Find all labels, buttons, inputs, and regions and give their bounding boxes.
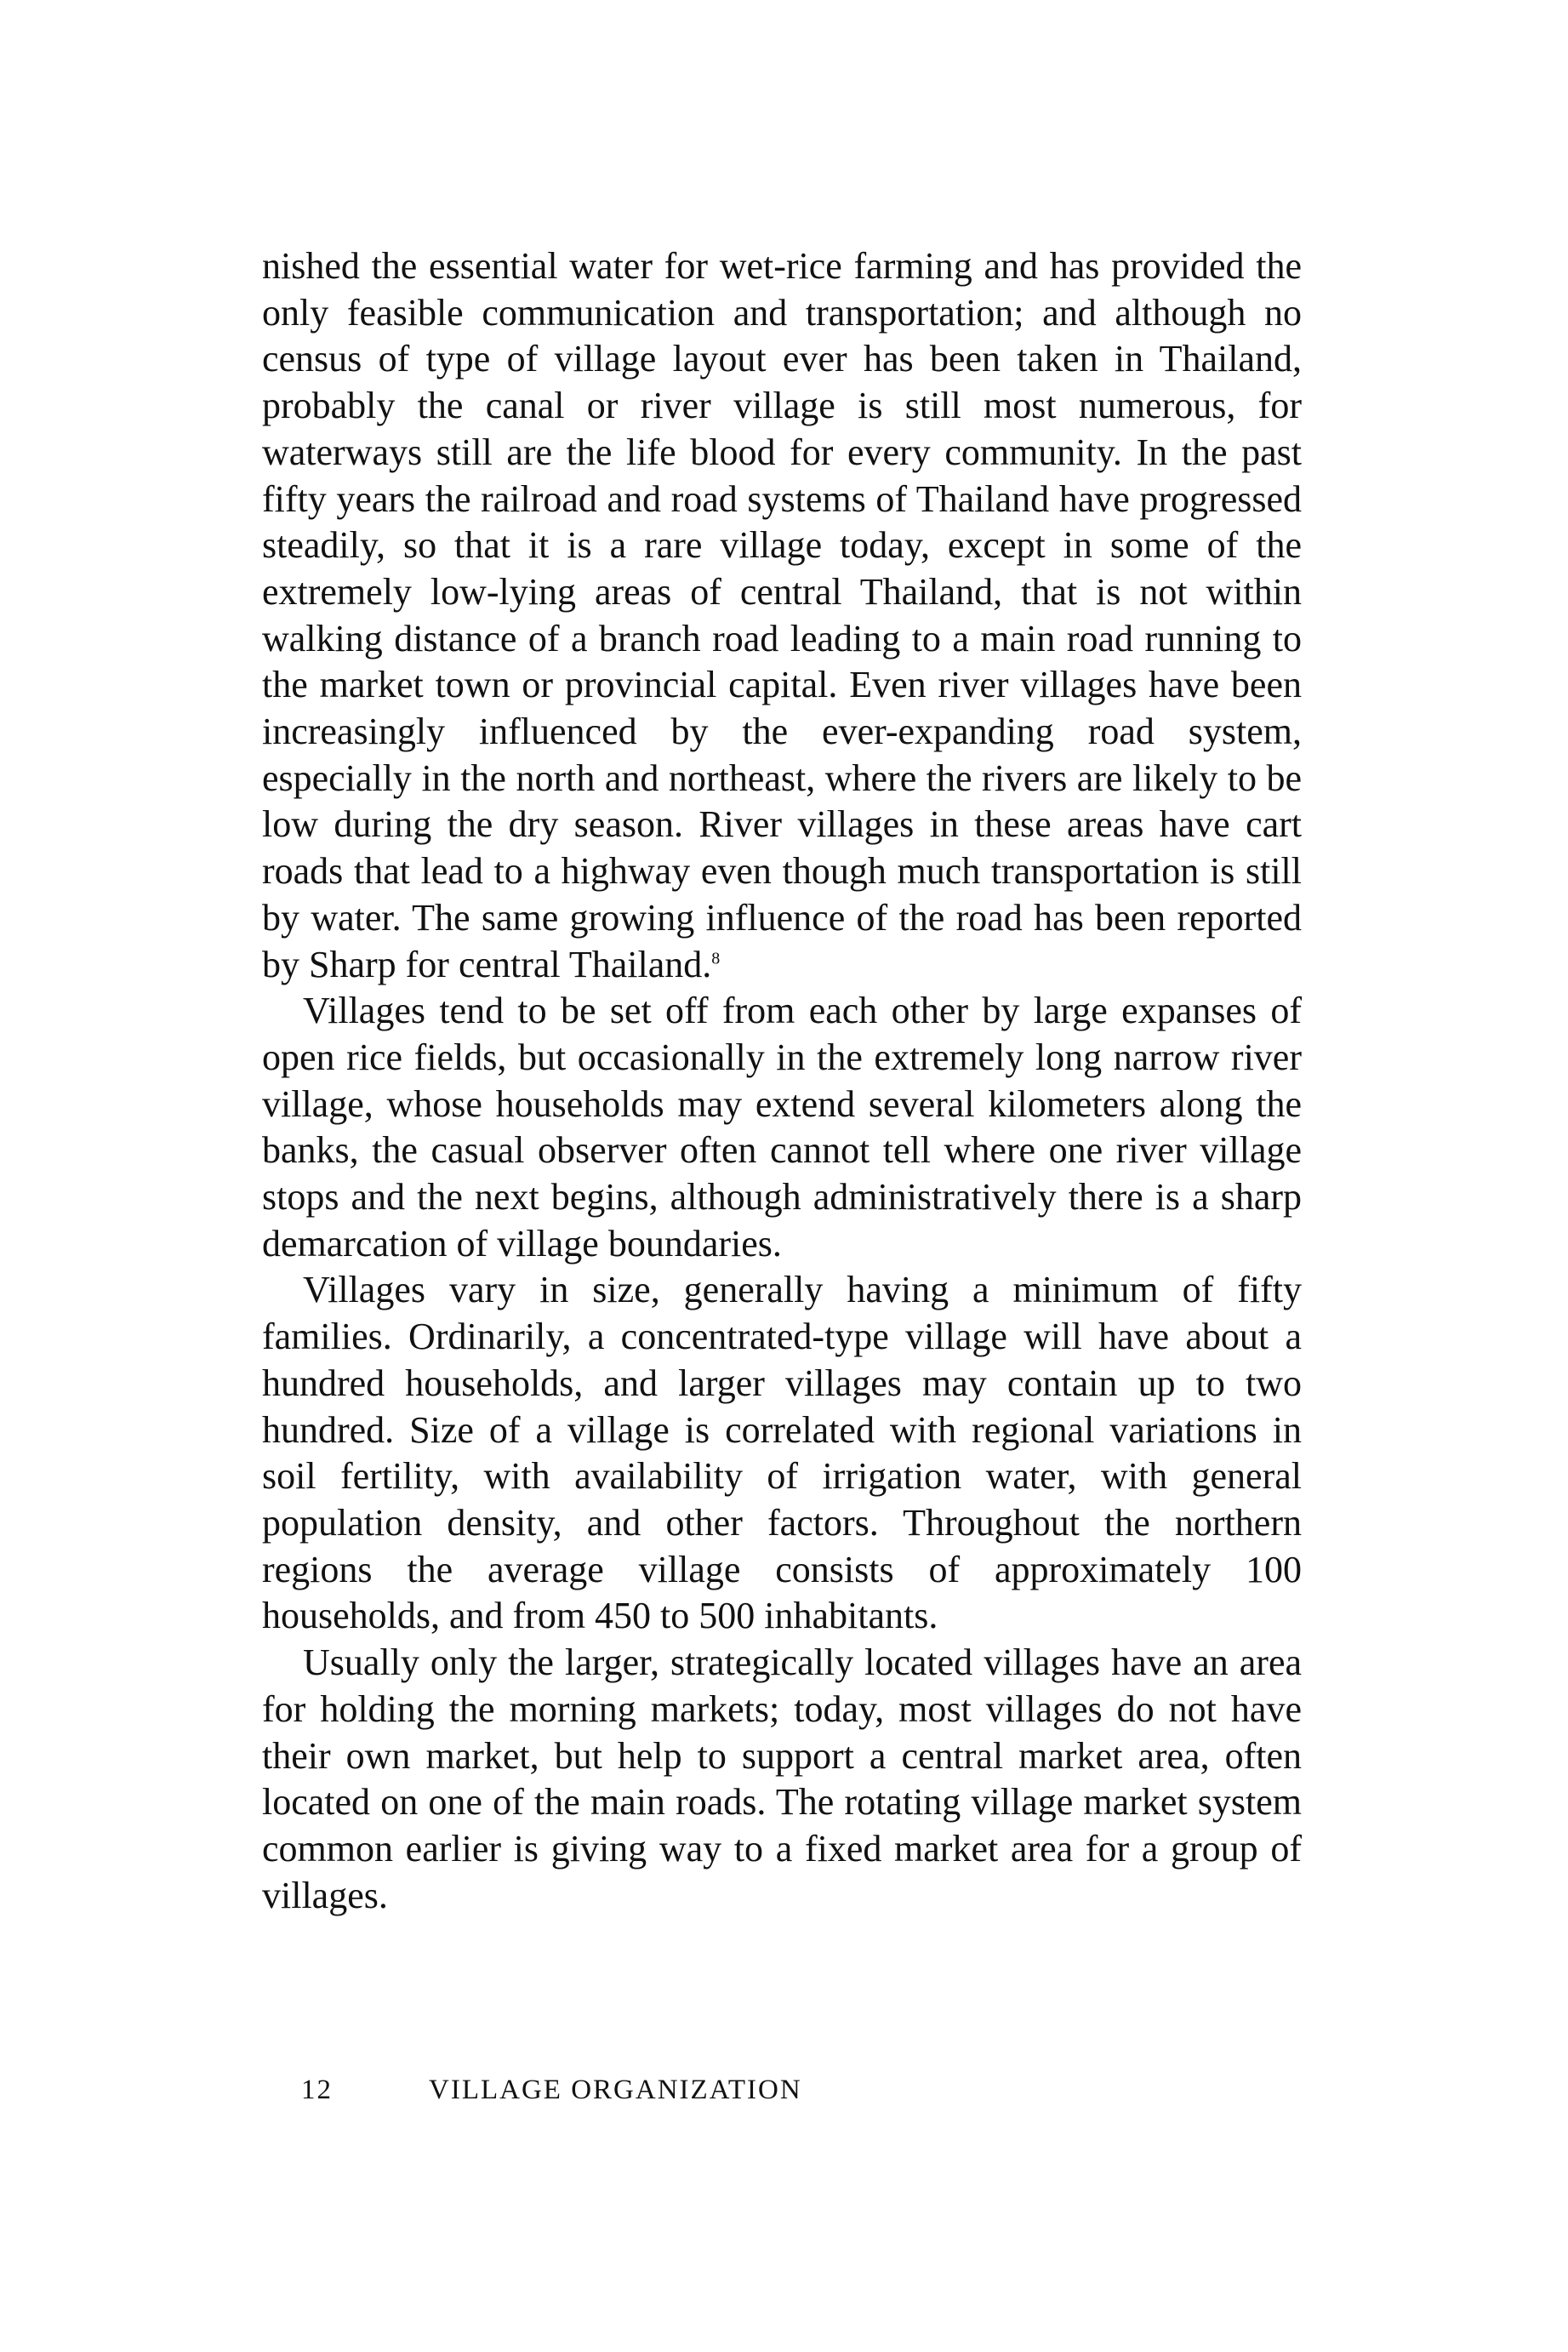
page-footer bbox=[301, 2075, 802, 2106]
paragraph: Villages tend to be set off from each other by large expanses of open rice fields, but occasionally in the extremely long narrow river village, whose households may extend several kilometers along the banks, the casual observer often cannot tell where one river village stops and the next begins, although administratively there is a sharp demarcation of village boundaries. bbox=[262, 990, 1302, 1264]
body-text bbox=[262, 243, 1302, 1919]
paragraph: Usually only the larger, strategically located villages have an area for holding the morning markets; today, most villages do not have their own market, but help to support a central market area, often located on one of the main roads. The rotating village market system common earlier is giving way to a fixed market area for a group of villages. bbox=[262, 1641, 1302, 1916]
paragraph: Villages vary in size, generally having a minimum of fifty families. Ordinarily, a concentrated-type village will have about a hundred households, and larger villages may contain up to two hundred. Size of a village is correlated with regional variations in soil fertility, with availability of irrigation water, with general population density, and other factors. Throughout the northern regions the average village consists of approximately 100 households, and from 450 to 500 inhabitants. bbox=[262, 1269, 1302, 1637]
running-title: VILLAGE ORGANIZATION bbox=[429, 2075, 802, 2105]
paragraph-continued bbox=[262, 243, 1302, 988]
page-number: 12 bbox=[301, 2075, 333, 2105]
footnote-marker: 8 bbox=[711, 948, 721, 968]
paragraph-text: nished the essential water for wet-rice farming and has provided the only feasible communication and transportation; and although no census of type of village layout ever has been taken in Thailand, probably the canal or river village is still most numerous, for waterways still are the life blood for every community. In the past fifty years the railroad and road systems of Thailand have progressed steadily, so that it is a rare village today, except in some of the extremely low-lying areas of central Thailand, that is not within walking distance of a branch road leading to a main road running to the market town or provincial capital. Even river villages have been increasingly influenced by the ever-expanding road system, especially in the north and northeast, where the rivers are likely to be low during the dry season. River villages in these areas have cart roads that lead to a highway even though much transportation is still by water. The same growing influence of the road has been reported by Sharp for central Thailand. bbox=[262, 245, 1302, 985]
